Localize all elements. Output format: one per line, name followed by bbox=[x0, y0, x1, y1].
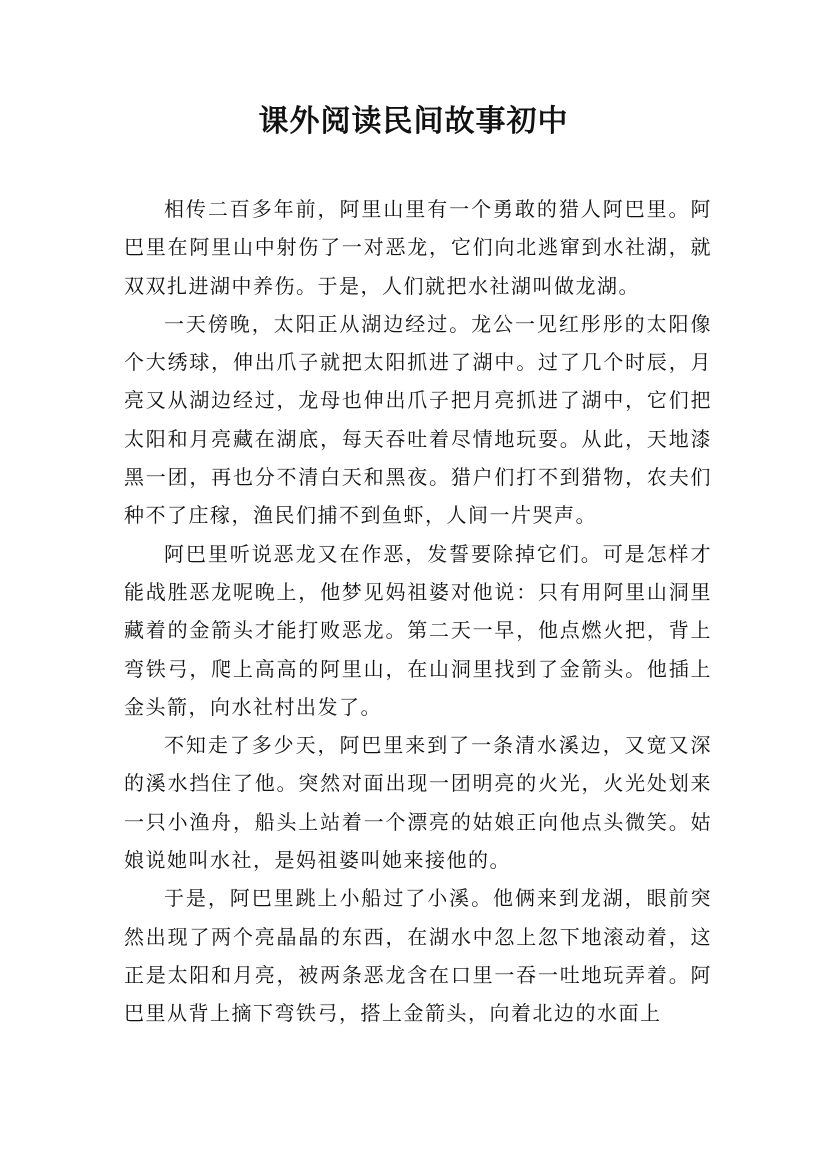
paragraph: 阿巴里听说恶龙又在作恶，发誓要除掉它们。可是怎样才能战胜恶龙呢晚上，他梦见妈祖婆对他说：只有用阿里山洞里藏着的金箭头才能打败恶龙。第二天一早，他点燃火把，背上弯铁弓，爬上高高的阿里山，在山洞里找到了金箭头。他插上金头箭，向水社村出发了。 bbox=[124, 541, 712, 719]
paragraph: 相传二百多年前，阿里山里有一个勇敢的猎人阿巴里。阿巴里在阿里山中射伤了一对恶龙，它们向北逃窜到水社湖，就双双扎进湖中养伤。于是，人们就把水社湖叫做龙湖。 bbox=[124, 197, 712, 298]
paragraph: 一天傍晚，太阳正从湖边经过。龙公一见红彤彤的太阳像个大绣球，伸出爪子就把太阳抓进了湖中。过了几个时辰，月亮又从湖边经过，龙母也伸出爪子把月亮抓进了湖中，它们把太阳和月亮藏在湖底，每天吞吐着尽情地玩耍。从此，天地漆黑一团，再也分不清白天和黑夜。猎户们打不到猎物，农夫们种不了庄稼，渔民们捕不到鱼虾，人间一片哭声。 bbox=[124, 311, 712, 528]
article-body bbox=[124, 190, 712, 1033]
page-title: 课外阅读民间故事初中 bbox=[258, 104, 569, 139]
paragraph: 于是，阿巴里跳上小船过了小溪。他俩来到龙湖，眼前突然出现了两个亮晶晶的东西，在湖水中忽上忽下地滚动着，这正是太阳和月亮，被两条恶龙含在口里一吞一吐地玩弄着。阿巴里从背上摘下弯铁弓，搭上金箭头，向着北边的水面上 bbox=[124, 886, 712, 1026]
paragraph: 不知走了多少天，阿巴里来到了一条清水溪边，又宽又深的溪水挡住了他。突然对面出现一团明亮的火光，火光处划来一只小渔舟，船头上站着一个漂亮的姑娘正向他点头微笑。姑娘说她叫水社，是妈祖婆叫她来接他的。 bbox=[124, 733, 712, 873]
